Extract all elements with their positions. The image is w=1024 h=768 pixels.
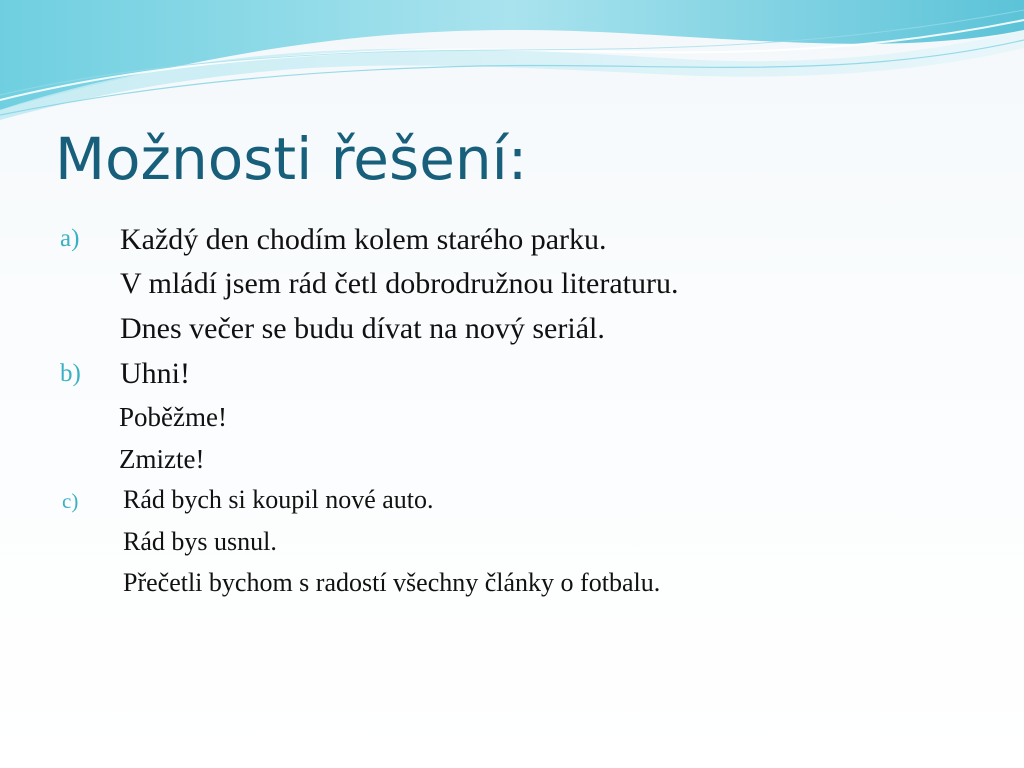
- list-item-line: Dnes večer se budu dívat na nový seriál.: [120, 312, 605, 345]
- list-marker-a: a): [60, 225, 80, 252]
- list-item-line: Každý den chodím kolem starého parku.: [120, 223, 607, 256]
- list-item-line: Uhni!: [120, 357, 190, 390]
- list-item-line: Rád bych si koupil nové auto.: [123, 485, 434, 514]
- list-item-line: V mládí jsem rád četl dobrodružnou literaturu.: [120, 267, 679, 300]
- list-item-line: Poběžme!: [119, 402, 227, 432]
- list-marker-b: b): [60, 360, 81, 387]
- list-item-line: Rád bys usnul.: [123, 527, 277, 556]
- wave-decoration: [0, 0, 1024, 140]
- slide-title: Možnosti řešení:: [55, 125, 528, 193]
- list-marker-c: c): [62, 489, 79, 513]
- list-item-line: Zmizte!: [119, 444, 205, 474]
- list-item-line: Přečetli bychom s radostí všechny články o fotbalu.: [123, 568, 661, 597]
